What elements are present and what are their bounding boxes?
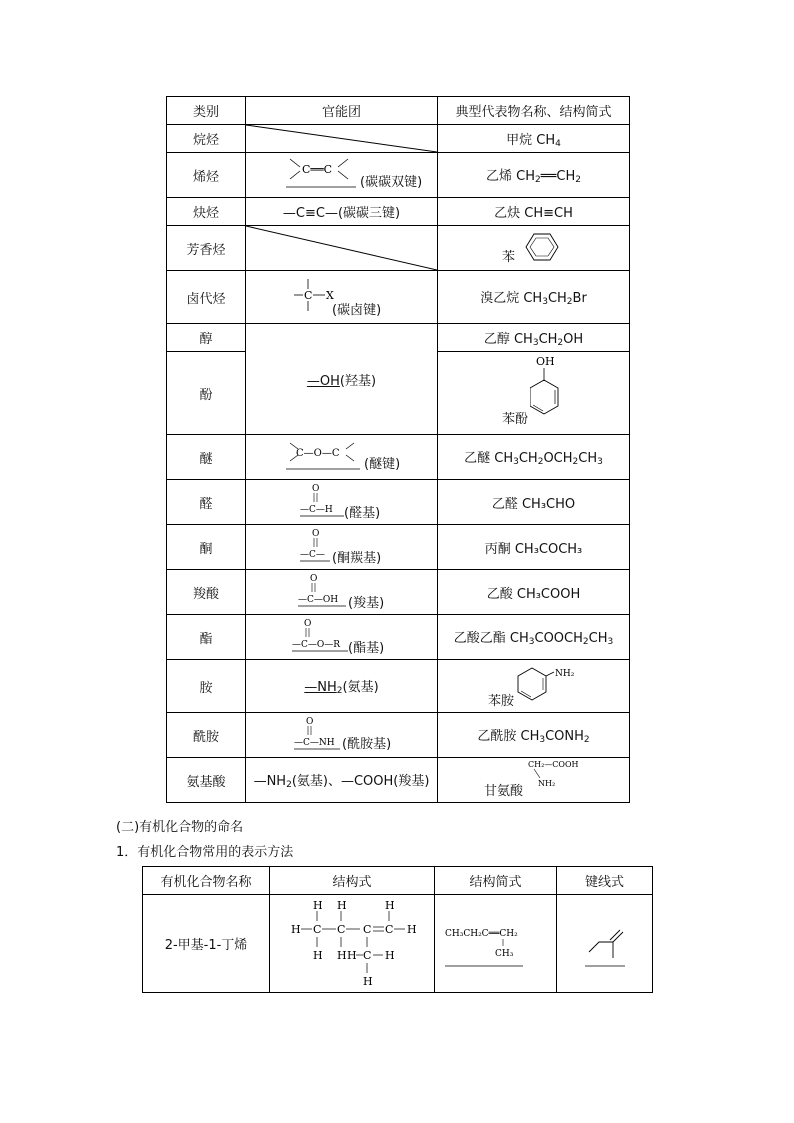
svg-text:O: O	[304, 619, 312, 629]
functional-group-table	[166, 96, 630, 803]
header-name: 有机化合物名称	[143, 867, 270, 895]
category-cell: 醇	[167, 324, 246, 352]
svg-text:O: O	[312, 529, 320, 539]
empty-slash-cell	[246, 125, 438, 153]
functional-group-cell	[246, 435, 438, 480]
svg-text:X: X	[326, 289, 334, 302]
representative-cell: 溴乙烷 $CH_3CH_2Br$	[438, 271, 630, 324]
section-title: (二)有机化合物的命名	[116, 820, 244, 835]
svg-text:CH₃: CH₃	[494, 948, 513, 959]
fg-name: (醚键)	[364, 457, 401, 472]
svg-text:C: C	[313, 922, 322, 936]
functional-group-cell	[246, 271, 438, 324]
representative-cell: 苯胺 NH₂	[438, 660, 630, 713]
fg-name: (酰胺基)	[342, 737, 392, 752]
representative-cell: 丙酮 CH₃COCH₃	[438, 525, 630, 570]
svg-text:H: H	[363, 974, 373, 988]
functional-group-cell	[246, 713, 438, 758]
representative-cell: CH₂—COOH NH₂ 甘氨酸	[438, 758, 630, 803]
fg-name: (碳卤键)	[332, 303, 382, 318]
category-cell: 酚	[167, 352, 246, 435]
representative-cell: 苯	[438, 226, 630, 271]
glycine-structure	[526, 758, 596, 790]
representative-cell: 乙炔 CH≡CH	[438, 198, 630, 226]
svg-text:OH: OH	[536, 355, 555, 368]
svg-text:C—O—C: C—O—C	[296, 448, 340, 459]
svg-text:NH₂: NH₂	[538, 779, 556, 788]
svg-text:CH₂—COOH: CH₂—COOH	[528, 760, 579, 769]
fg-name: (酯基)	[348, 641, 385, 656]
svg-text:O: O	[310, 574, 318, 584]
c-eq-c-label: C══C	[302, 163, 333, 176]
category-cell: 烯烃	[167, 153, 246, 198]
functional-group-cell: $—NH_2$(氨基)	[246, 660, 438, 713]
svg-text:—C—O—R: —C—O—R	[292, 640, 341, 650]
svg-text:—C—NH: —C—NH	[294, 738, 335, 748]
svg-text:—C—H: —C—H	[300, 505, 333, 515]
header-skeletal-formula: 键线式	[557, 867, 653, 895]
fg-name: (醛基)	[344, 506, 381, 521]
svg-text:—C—OH: —C—OH	[298, 595, 339, 605]
representative-cell: 乙酰胺 $CH_3CONH_2$	[438, 713, 630, 758]
header-category: 类别	[167, 97, 246, 125]
functional-group-cell	[246, 480, 438, 525]
category-cell: 醚	[167, 435, 246, 480]
ester-structure	[292, 617, 354, 655]
functional-group-cell-merged: —OH(羟基)	[246, 324, 438, 435]
functional-group-cell	[246, 525, 438, 570]
category-cell: 烷烃	[167, 125, 246, 153]
structural-formula-drawing	[277, 897, 427, 991]
representative-cell: 甲烷 $CH_4$	[438, 125, 630, 153]
svg-text:C: C	[385, 922, 394, 936]
compound-name: 2-甲基-1-丁烯	[143, 895, 270, 993]
subsection-title: 1．有机化合物常用的表示方法	[116, 845, 294, 860]
functional-group-cell	[246, 153, 438, 198]
fg-name: (酮羰基)	[332, 551, 382, 566]
category-cell: 胺	[167, 660, 246, 713]
category-cell: 氨基酸	[167, 758, 246, 803]
representative-cell: 乙酸 CH₃COOH	[438, 570, 630, 615]
representative-cell: 乙烯 $CH_2══CH_2$	[438, 153, 630, 198]
svg-text:H: H	[337, 898, 347, 912]
representative-cell: 乙酸乙酯 $CH_3COOCH_2CH_3$	[438, 615, 630, 660]
category-cell: 炔烃	[167, 198, 246, 226]
structural-formula-cell	[270, 895, 435, 993]
header-condensed-formula: 结构简式	[435, 867, 557, 895]
carboxyl-structure	[298, 572, 354, 610]
functional-group-cell: —C≡C—(碳碳三键)	[246, 198, 438, 226]
double-bond-structure	[286, 157, 356, 191]
benzene-ring	[518, 230, 566, 264]
representative-cell: 乙醛 CH₃CHO	[438, 480, 630, 525]
category-cell: 酯	[167, 615, 246, 660]
svg-text:C: C	[337, 922, 346, 936]
empty-slash-cell	[246, 226, 438, 271]
fg-name: (羧基)	[348, 596, 385, 611]
representative-cell: OH 苯酚	[438, 352, 630, 435]
svg-text:H: H	[291, 922, 301, 936]
svg-text:O: O	[306, 717, 314, 727]
svg-text:H: H	[313, 948, 323, 962]
svg-text:CH₃CH₂C══CH₂: CH₃CH₂C══CH₂	[444, 928, 518, 939]
category-cell: 酰胺	[167, 713, 246, 758]
functional-group-cell	[246, 570, 438, 615]
representative-cell: 乙醚 $CH_3CH_2OCH_2CH_3$	[438, 435, 630, 480]
representation-table	[142, 866, 653, 993]
condensed-formula-cell	[435, 895, 557, 993]
category-cell: 酮	[167, 525, 246, 570]
svg-text:NH₂: NH₂	[555, 669, 575, 679]
svg-text:H: H	[313, 898, 323, 912]
skeletal-formula-cell	[557, 895, 653, 993]
svg-text:—C—: —C—	[300, 550, 325, 560]
category-cell: 卤代烃	[167, 271, 246, 324]
phenol-structure	[530, 354, 570, 432]
svg-text:H: H	[337, 948, 347, 962]
fg-name: (碳碳双键)	[360, 175, 423, 190]
svg-text:H: H	[407, 922, 417, 936]
aniline-structure	[516, 662, 586, 710]
svg-text:H: H	[385, 898, 395, 912]
header-representative: 典型代表物名称、结构简式	[438, 97, 630, 125]
header-structural-formula: 结构式	[270, 867, 435, 895]
svg-text:C: C	[304, 289, 313, 302]
category-cell: 芳香烃	[167, 226, 246, 271]
condensed-formula-drawing	[441, 914, 551, 974]
category-cell: 羧酸	[167, 570, 246, 615]
svg-text:O: O	[312, 484, 320, 494]
skeletal-formula-drawing	[575, 914, 635, 974]
functional-group-cell: $—NH_2$(氨基)、—COOH(羧基)	[246, 758, 438, 803]
category-cell: 醛	[167, 480, 246, 525]
svg-text:C: C	[363, 922, 372, 936]
header-functional-group: 官能团	[246, 97, 438, 125]
svg-text:H: H	[347, 948, 357, 962]
representative-cell: 乙醇 $CH_3CH_2OH$	[438, 324, 630, 352]
functional-group-cell	[246, 615, 438, 660]
svg-text:H: H	[385, 948, 395, 962]
ether-structure	[286, 439, 366, 473]
svg-text:C: C	[363, 948, 372, 962]
